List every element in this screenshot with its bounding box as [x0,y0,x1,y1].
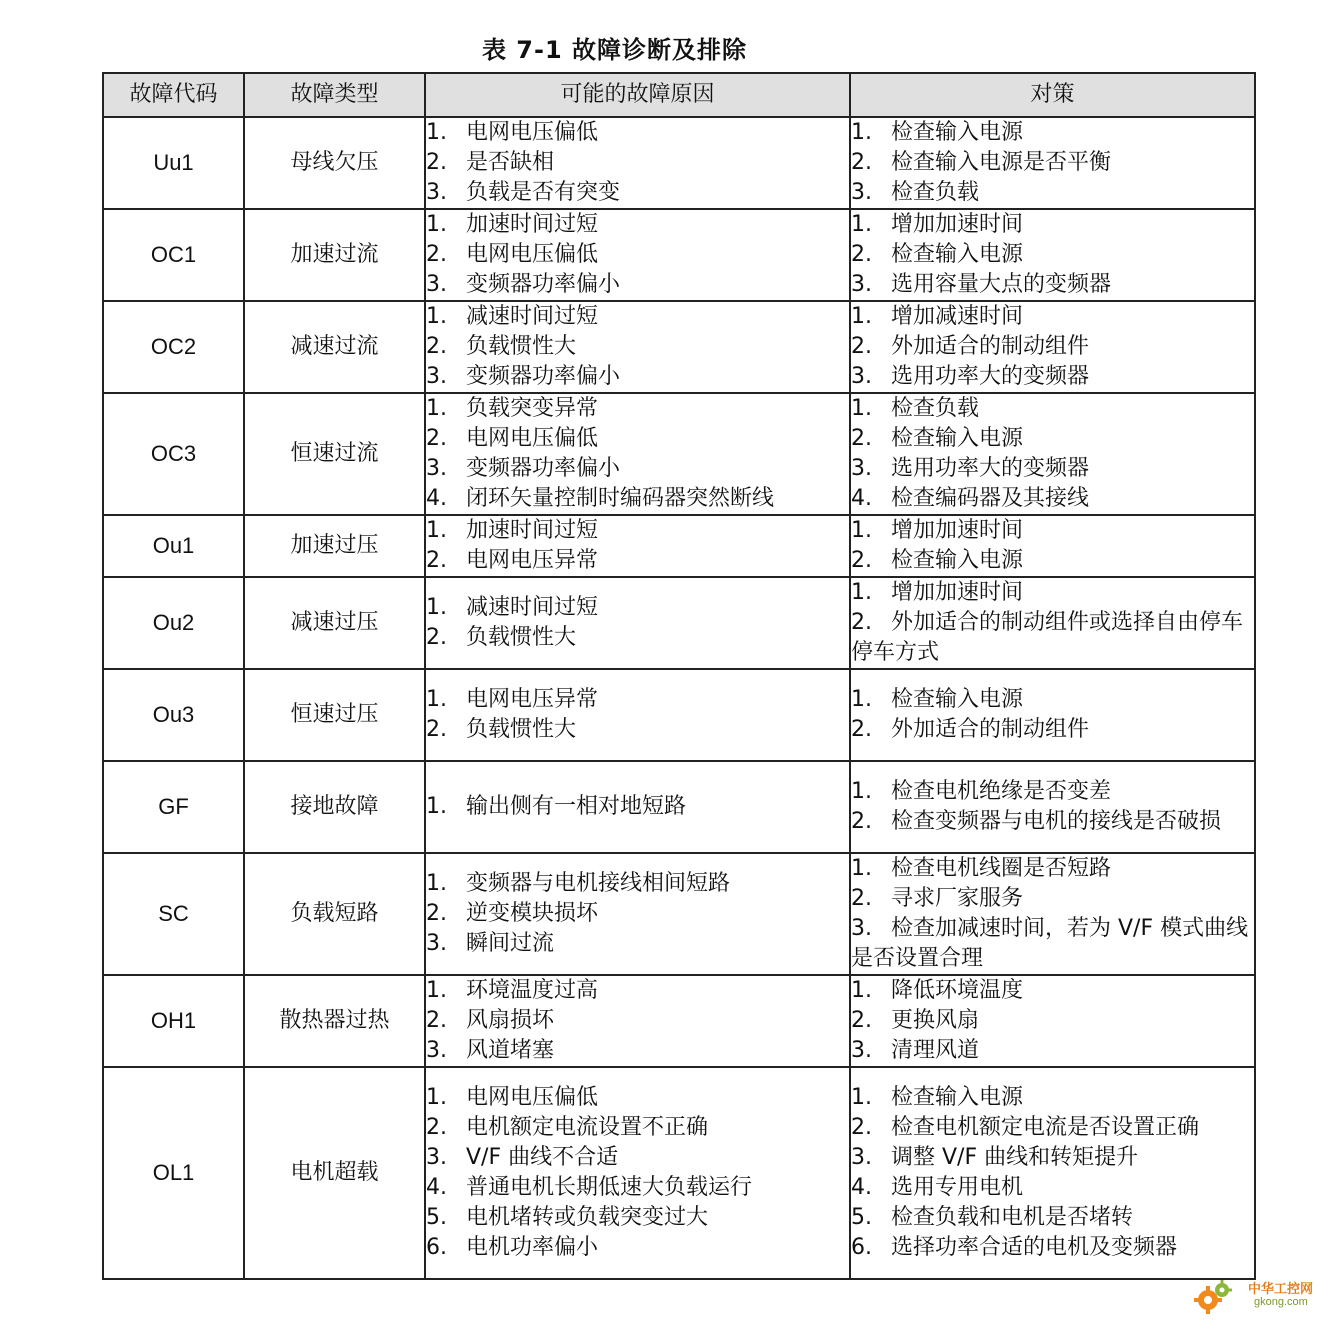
fault-code: OC3 [103,393,244,515]
cause-text: 闭环矢量控制时编码器突然断线 [466,486,775,511]
cause-item [426,332,849,362]
table-row [103,515,1255,577]
item-number: 1. [851,687,872,712]
cause-list [425,515,850,577]
item-number: 5. [851,1205,872,1230]
remedy-item [851,914,1254,974]
item-number: 2. [426,901,447,926]
item-number: 5. [426,1205,447,1230]
table-row [103,975,1255,1067]
cause-item [426,178,849,208]
cause-item [426,792,849,822]
fault-code: Uu1 [103,117,244,209]
cause-text: 电机额定电流设置不正确 [466,1115,709,1140]
cause-item [426,1083,849,1113]
remedy-item [851,1203,1254,1233]
item-number: 2. [851,1008,872,1033]
cause-list [425,669,850,761]
fault-type: 恒速过流 [244,393,425,515]
remedy-list [850,1067,1255,1279]
remedy-item [851,884,1254,914]
header-code: 故障代码 [103,73,244,117]
cause-item [426,593,849,623]
cause-text: 负载突变异常 [466,396,599,421]
cause-item [426,210,849,240]
header-remedy: 对策 [850,73,1255,117]
fault-code: Ou1 [103,515,244,577]
remedy-list [850,669,1255,761]
remedy-text: 检查输入电源 [891,426,1024,451]
cause-item [426,1036,849,1066]
remedy-list [850,209,1255,301]
cause-item [426,1203,849,1233]
cause-text: 负载惯性大 [466,625,577,650]
cause-item [426,1173,849,1203]
table-row [103,669,1255,761]
remedy-item [851,484,1254,514]
cause-item [426,454,849,484]
remedy-text: 外加适合的制动组件 [891,334,1090,359]
fault-type: 接地故障 [244,761,425,853]
fault-type: 减速过压 [244,577,425,669]
remedy-item [851,715,1254,745]
item-number: 3. [426,456,447,481]
cause-item [426,715,849,745]
cause-text: 是否缺相 [466,150,555,175]
fault-code: OL1 [103,1067,244,1279]
cause-item [426,1006,849,1036]
remedy-text: 检查负载和电机是否堵转 [891,1205,1134,1230]
item-number: 1. [851,518,872,543]
item-number: 2. [426,717,447,742]
remedy-list [850,853,1255,975]
table-row [103,117,1255,209]
item-number: 3. [426,1145,447,1170]
item-number: 4. [851,1175,872,1200]
fault-type: 加速过压 [244,515,425,577]
cause-text: 负载惯性大 [466,334,577,359]
cause-text: 减速时间过短 [466,595,599,620]
remedy-item [851,1006,1254,1036]
remedy-text: 检查变频器与电机的接线是否破损 [891,809,1222,834]
remedy-list [850,577,1255,669]
remedy-text: 调整 V/F 曲线和转矩提升 [891,1145,1139,1170]
item-number: 1. [426,396,447,421]
watermark-text-cn: 中华工控网 [1248,1282,1314,1297]
header-row [103,73,1255,117]
fault-type: 母线欠压 [244,117,425,209]
remedy-text: 清理风道 [891,1038,980,1063]
remedy-item [851,1083,1254,1113]
item-number: 6. [851,1235,872,1260]
item-number: 2. [426,150,447,175]
item-number: 2. [426,548,447,573]
cause-item [426,976,849,1006]
cause-list [425,761,850,853]
item-number: 1. [851,304,872,329]
item-number: 2. [426,625,447,650]
item-number: 3. [851,1038,872,1063]
remedy-item [851,608,1254,668]
table-row [103,853,1255,975]
item-number: 4. [851,486,872,511]
remedy-text: 检查电机线圈是否短路 [891,856,1112,881]
item-number: 2. [851,548,872,573]
item-number: 1. [426,1085,447,1110]
item-number: 1. [851,1085,872,1110]
remedy-item [851,270,1254,300]
remedy-text: 选用容量大点的变频器 [891,272,1112,297]
cause-list [425,1067,850,1279]
remedy-item [851,332,1254,362]
table-row [103,761,1255,853]
cause-text: 加速时间过短 [466,212,599,237]
cause-list [425,577,850,669]
header-type: 故障类型 [244,73,425,117]
remedy-text: 选用功率大的变频器 [891,364,1090,389]
remedy-item [851,178,1254,208]
table-row [103,301,1255,393]
cause-text: 负载惯性大 [466,717,577,742]
cause-item [426,270,849,300]
cause-item [426,899,849,929]
remedy-item [851,240,1254,270]
cause-item [426,394,849,424]
remedy-item [851,807,1254,837]
item-number: 3. [851,916,872,941]
item-number: 3. [426,180,447,205]
cause-text: 变频器功率偏小 [466,364,621,389]
fault-code: OC2 [103,301,244,393]
header-cause: 可能的故障原因 [425,73,850,117]
remedy-text: 检查电机绝缘是否变差 [891,779,1112,804]
watermark-logo [1192,1276,1322,1322]
fault-type: 电机超载 [244,1067,425,1279]
cause-text: 瞬间过流 [466,931,555,956]
item-number: 2. [426,334,447,359]
remedy-list [850,761,1255,853]
cause-list [425,393,850,515]
cause-text: 电网电压偏低 [466,426,599,451]
remedy-item [851,976,1254,1006]
item-number: 1. [426,212,447,237]
remedy-text: 选用功率大的变频器 [891,456,1090,481]
remedy-text: 检查加减速时间，若为 V/F 模式曲线是否设置合理 [851,916,1249,971]
remedy-list [850,515,1255,577]
item-number: 1. [851,120,872,145]
cause-list [425,975,850,1067]
item-number: 3. [426,931,447,956]
cause-item [426,362,849,392]
remedy-item [851,854,1254,884]
cause-item [426,1233,849,1263]
item-number: 1. [426,120,447,145]
cause-item [426,869,849,899]
cause-list [425,853,850,975]
cause-text: 负载是否有突变 [466,180,621,205]
item-number: 2. [851,886,872,911]
item-number: 3. [851,364,872,389]
cause-text: 减速时间过短 [466,304,599,329]
item-number: 2. [426,1115,447,1140]
remedy-text: 增加加速时间 [891,518,1024,543]
cause-text: 变频器功率偏小 [466,456,621,481]
cause-text: 电网电压异常 [466,687,599,712]
remedy-item [851,1036,1254,1066]
item-number: 2. [426,242,447,267]
item-number: 3. [851,1145,872,1170]
item-number: 3. [426,272,447,297]
item-number: 2. [851,334,872,359]
fault-code: GF [103,761,244,853]
cause-list [425,301,850,393]
remedy-text: 增加加速时间 [891,212,1024,237]
cause-item [426,685,849,715]
remedy-item [851,302,1254,332]
cause-item [426,240,849,270]
remedy-text: 寻求厂家服务 [891,886,1024,911]
item-number: 1. [851,396,872,421]
remedy-text: 增加减速时间 [891,304,1024,329]
cause-item [426,929,849,959]
remedy-item [851,1173,1254,1203]
cause-text: 电网电压偏低 [466,242,599,267]
remedy-item [851,210,1254,240]
fault-code: OC1 [103,209,244,301]
remedy-text: 检查输入电源 [891,687,1024,712]
item-number: 1. [851,779,872,804]
item-number: 2. [426,426,447,451]
cause-text: 变频器功率偏小 [466,272,621,297]
remedy-text: 外加适合的制动组件 [891,717,1090,742]
item-number: 2. [851,1115,872,1140]
item-number: 1. [426,518,447,543]
remedy-text: 降低环境温度 [891,978,1024,1003]
cause-text: 环境温度过高 [466,978,599,1003]
item-number: 1. [426,871,447,896]
item-number: 2. [851,717,872,742]
remedy-text: 更换风扇 [891,1008,980,1033]
item-number: 2. [851,242,872,267]
item-number: 1. [851,580,872,605]
cause-item [426,424,849,454]
remedy-text: 检查输入电源 [891,548,1024,573]
remedy-text: 检查负载 [891,396,980,421]
item-number: 3. [851,456,872,481]
item-number: 2. [851,426,872,451]
cause-text: 电网电压偏低 [466,120,599,145]
item-number: 1. [851,978,872,1003]
cause-text: 输出侧有一相对地短路 [466,794,687,819]
cause-text: 电网电压异常 [466,548,599,573]
cause-item [426,118,849,148]
table-row [103,209,1255,301]
item-number: 1. [426,595,447,620]
item-number: 1. [426,687,447,712]
item-number: 6. [426,1235,447,1260]
remedy-text: 检查输入电源是否平衡 [891,150,1112,175]
cause-list [425,117,850,209]
remedy-item [851,148,1254,178]
fault-code: OH1 [103,975,244,1067]
remedy-item [851,516,1254,546]
remedy-item [851,685,1254,715]
gear-icon [1192,1278,1232,1318]
table-row [103,577,1255,669]
remedy-text: 检查电机额定电流是否设置正确 [891,1115,1200,1140]
item-number: 2. [426,1008,447,1033]
item-number: 1. [851,856,872,881]
watermark-text-en: gkong.com [1254,1296,1308,1308]
item-number: 3. [851,180,872,205]
cause-item [426,623,849,653]
remedy-list [850,301,1255,393]
remedy-item [851,118,1254,148]
remedy-item [851,1233,1254,1263]
table-title: 表 7-1 故障诊断及排除 [481,36,748,64]
cause-list [425,209,850,301]
cause-text: 加速时间过短 [466,518,599,543]
remedy-item [851,1113,1254,1143]
item-number: 1. [426,794,447,819]
fault-code: SC [103,853,244,975]
item-number: 4. [426,486,447,511]
cause-text: V/F 曲线不合适 [466,1145,619,1170]
remedy-item [851,1143,1254,1173]
item-number: 3. [426,364,447,389]
item-number: 3. [426,1038,447,1063]
fault-type: 负载短路 [244,853,425,975]
remedy-text: 选择功率合适的电机及变频器 [891,1235,1178,1260]
cause-text: 电网电压偏低 [466,1085,599,1110]
table-row [103,393,1255,515]
cause-item [426,1143,849,1173]
cause-item [426,1113,849,1143]
item-number: 1. [426,304,447,329]
cause-item [426,546,849,576]
fault-code: Ou2 [103,577,244,669]
remedy-item [851,454,1254,484]
cause-text: 变频器与电机接线相间短路 [466,871,731,896]
item-number: 1. [426,978,447,1003]
remedy-text: 外加适合的制动组件或选择自由停车停车方式 [851,610,1244,665]
remedy-item [851,578,1254,608]
item-number: 2. [851,610,872,635]
remedy-item [851,394,1254,424]
remedy-list [850,117,1255,209]
remedy-item [851,424,1254,454]
fault-type: 加速过流 [244,209,425,301]
fault-type: 减速过流 [244,301,425,393]
item-number: 1. [851,212,872,237]
fault-code: Ou3 [103,669,244,761]
cause-text: 风扇损坏 [466,1008,555,1033]
item-number: 2. [851,809,872,834]
cause-text: 普通电机长期低速大负载运行 [466,1175,753,1200]
remedy-list [850,393,1255,515]
remedy-text: 检查输入电源 [891,1085,1024,1110]
item-number: 4. [426,1175,447,1200]
cause-item [426,148,849,178]
fault-type: 恒速过压 [244,669,425,761]
remedy-item [851,546,1254,576]
remedy-text: 检查负载 [891,180,980,205]
remedy-item [851,362,1254,392]
cause-text: 电机堵转或负载突变过大 [466,1205,709,1230]
cause-text: 逆变模块损坏 [466,901,599,926]
fault-type: 散热器过热 [244,975,425,1067]
remedy-text: 检查编码器及其接线 [891,486,1090,511]
remedy-text: 检查输入电源 [891,120,1024,145]
item-number: 3. [851,272,872,297]
remedy-text: 增加加速时间 [891,580,1024,605]
remedy-text: 选用专用电机 [891,1175,1024,1200]
cause-item [426,516,849,546]
fault-table [102,72,1256,1280]
item-number: 2. [851,150,872,175]
cause-item [426,302,849,332]
cause-item [426,484,849,514]
cause-text: 电机功率偏小 [466,1235,599,1260]
remedy-list [850,975,1255,1067]
table-row [103,1067,1255,1279]
remedy-text: 检查输入电源 [891,242,1024,267]
remedy-item [851,777,1254,807]
cause-text: 风道堵塞 [466,1038,555,1063]
